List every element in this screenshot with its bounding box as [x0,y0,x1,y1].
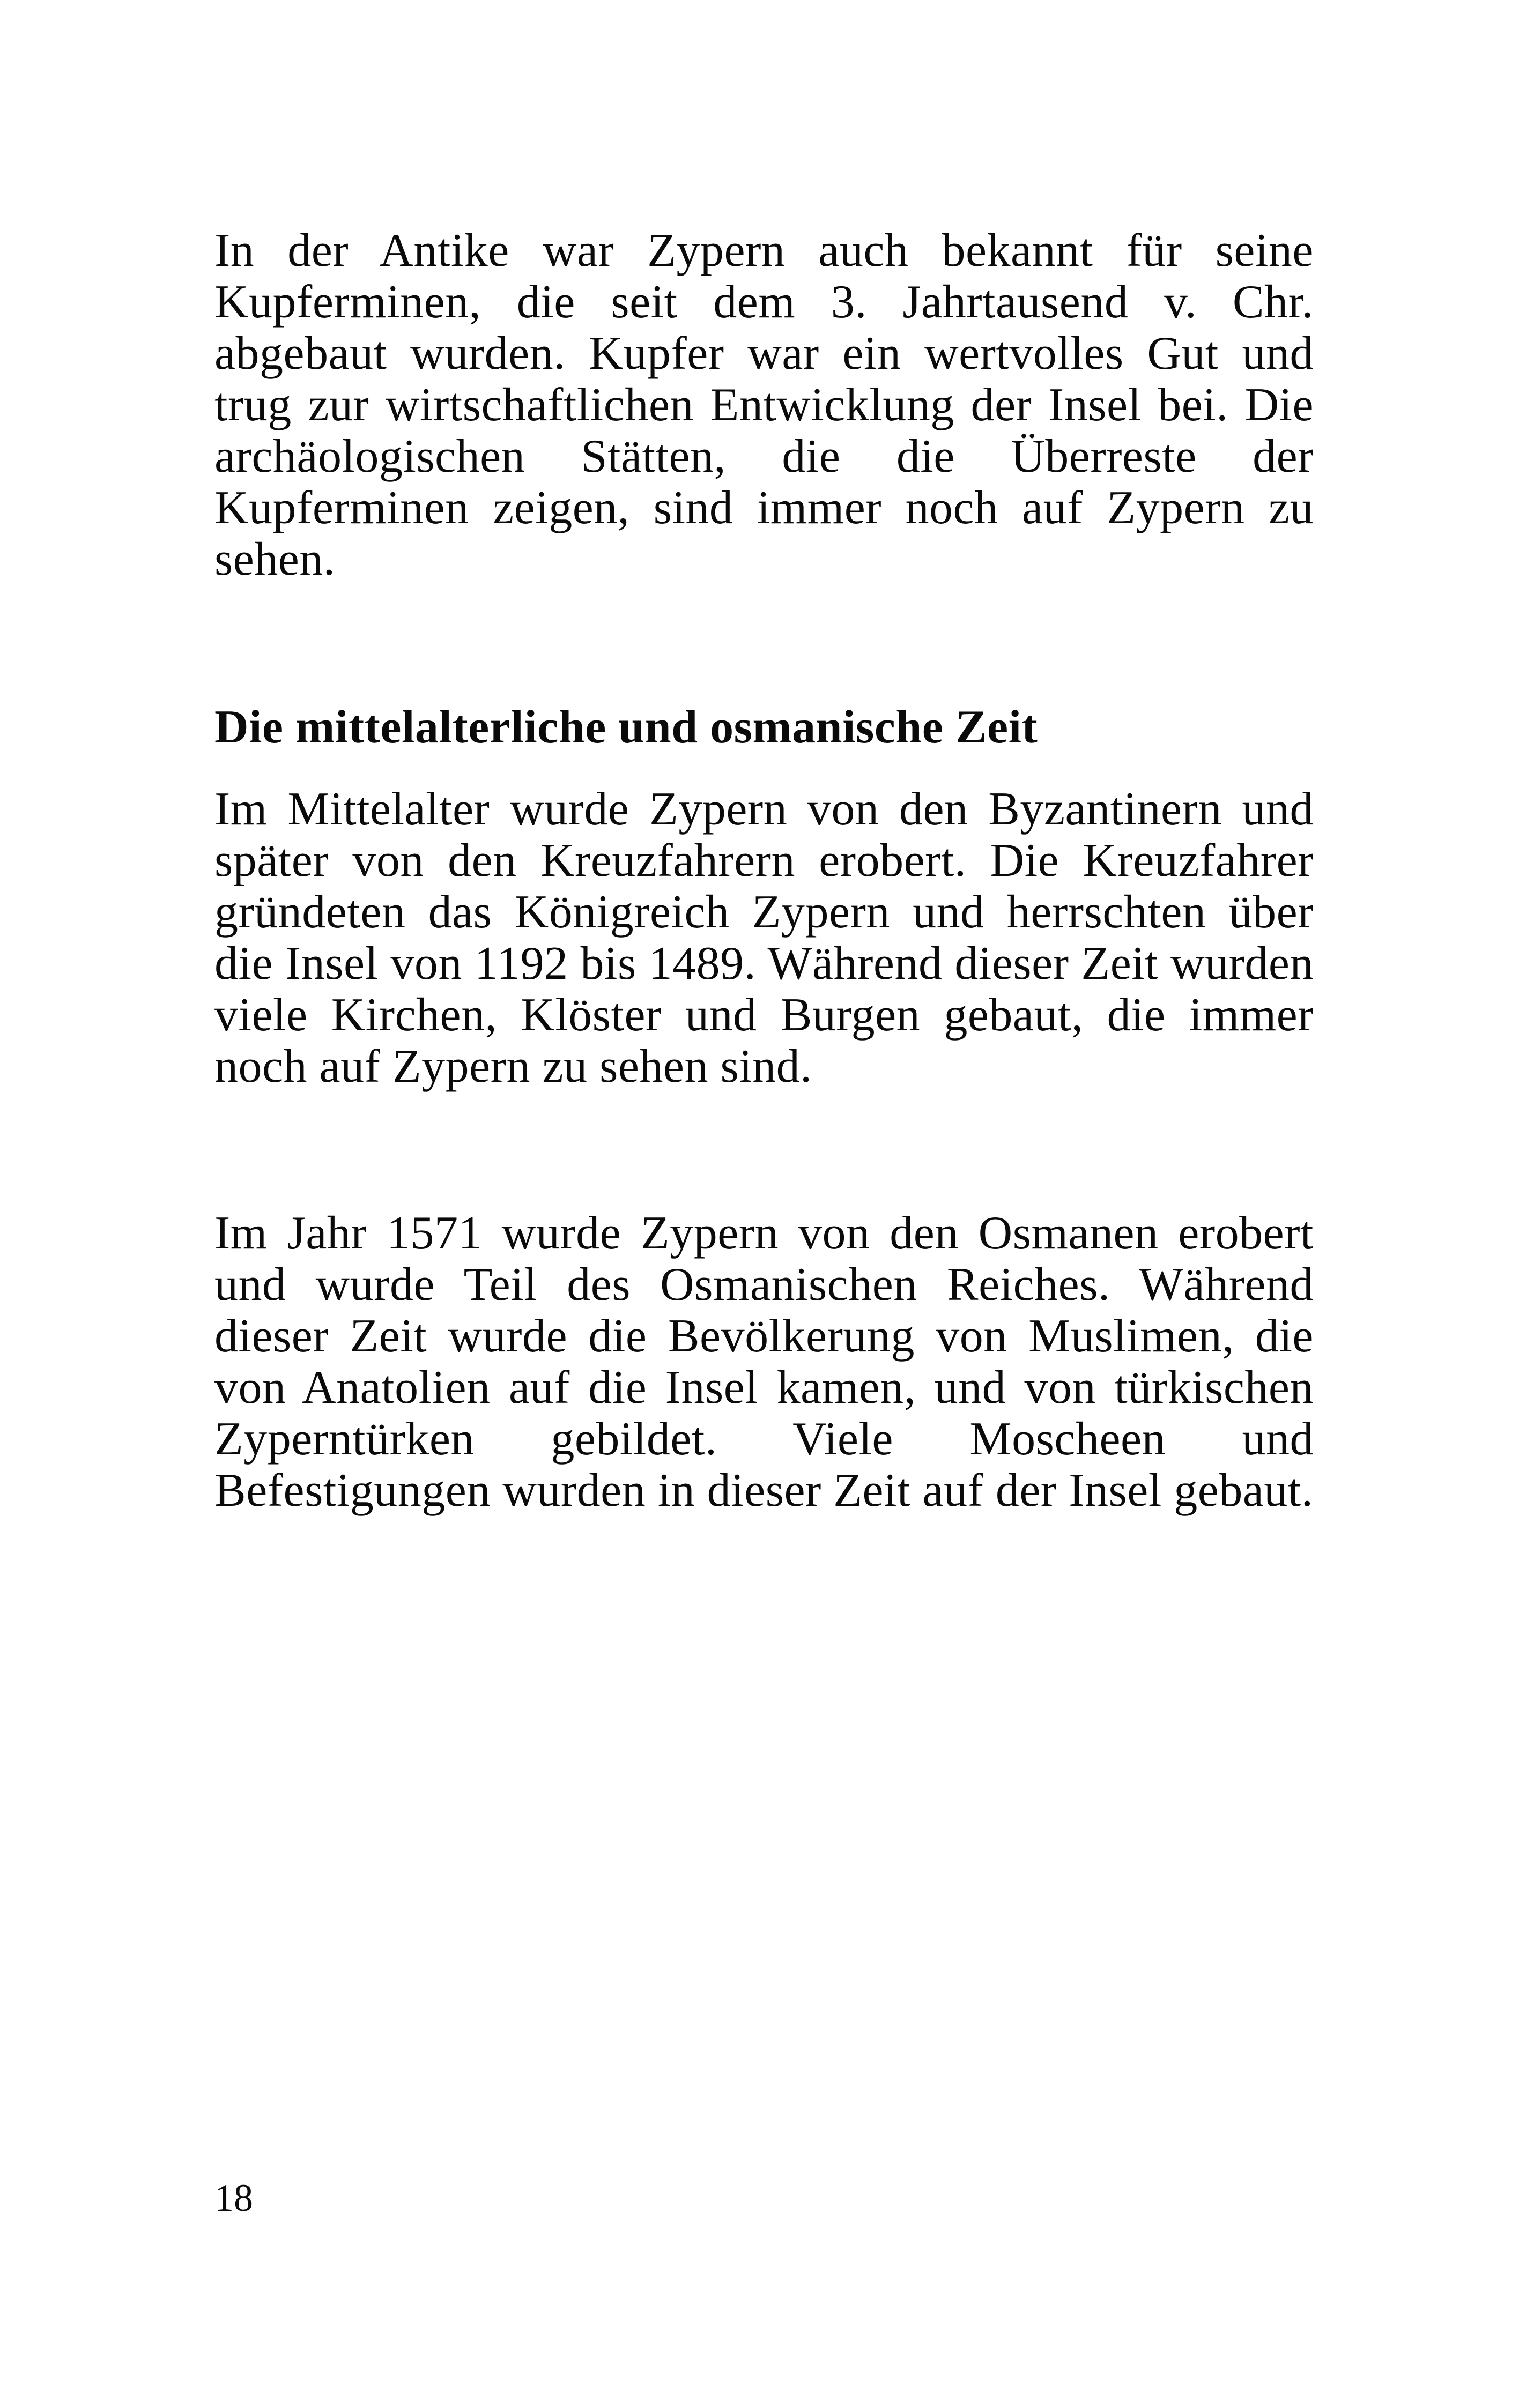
paragraph-mittelalter-kreuzfahrer: Im Mittelalter wurde Zypern von den Byzantinern und später von den Kreuzfahrern erobert. Die Kreuzfahrer gründeten das Königreich Zypern und herrschten über die Insel von 1192 bis 1489. Während dieser Zeit wurden viele Kirchen, Klöster und Burgen gebaut, die immer noch auf Zypern zu sehen sind. [214,783,1314,1092]
paragraph-antike-kupferminen: In der Antike war Zypern auch bekannt für seine Kupferminen, die seit dem 3. Jahrtausend v. Chr. abgebaut wurden. Kupfer war ein wertvolles Gut und trug zur wirtschaftlichen Entwicklung der Insel bei. Die archäologischen Stätten, die die Überreste der Kupferminen zeigen, sind immer noch auf Zypern zu sehen. [214,225,1314,585]
page-number: 18 [214,2176,253,2219]
paragraph-osmanen-1571: Im Jahr 1571 wurde Zypern von den Osmanen erobert und wurde Teil des Osmanischen Reiches. Während dieser Zeit wurde die Bevölkerung von Muslimen, die von Anatolien auf die Insel kamen, und von türkischen Zyperntürken gebildet. Viele Moscheen und Befestigungen wurden in dieser Zeit auf der Insel gebaut. [214,1207,1314,1517]
section-heading-mittelalterliche-osmanische-zeit: Die mittelalterliche und osmanische Zeit [214,701,1038,753]
page-content [214,225,1314,1517]
